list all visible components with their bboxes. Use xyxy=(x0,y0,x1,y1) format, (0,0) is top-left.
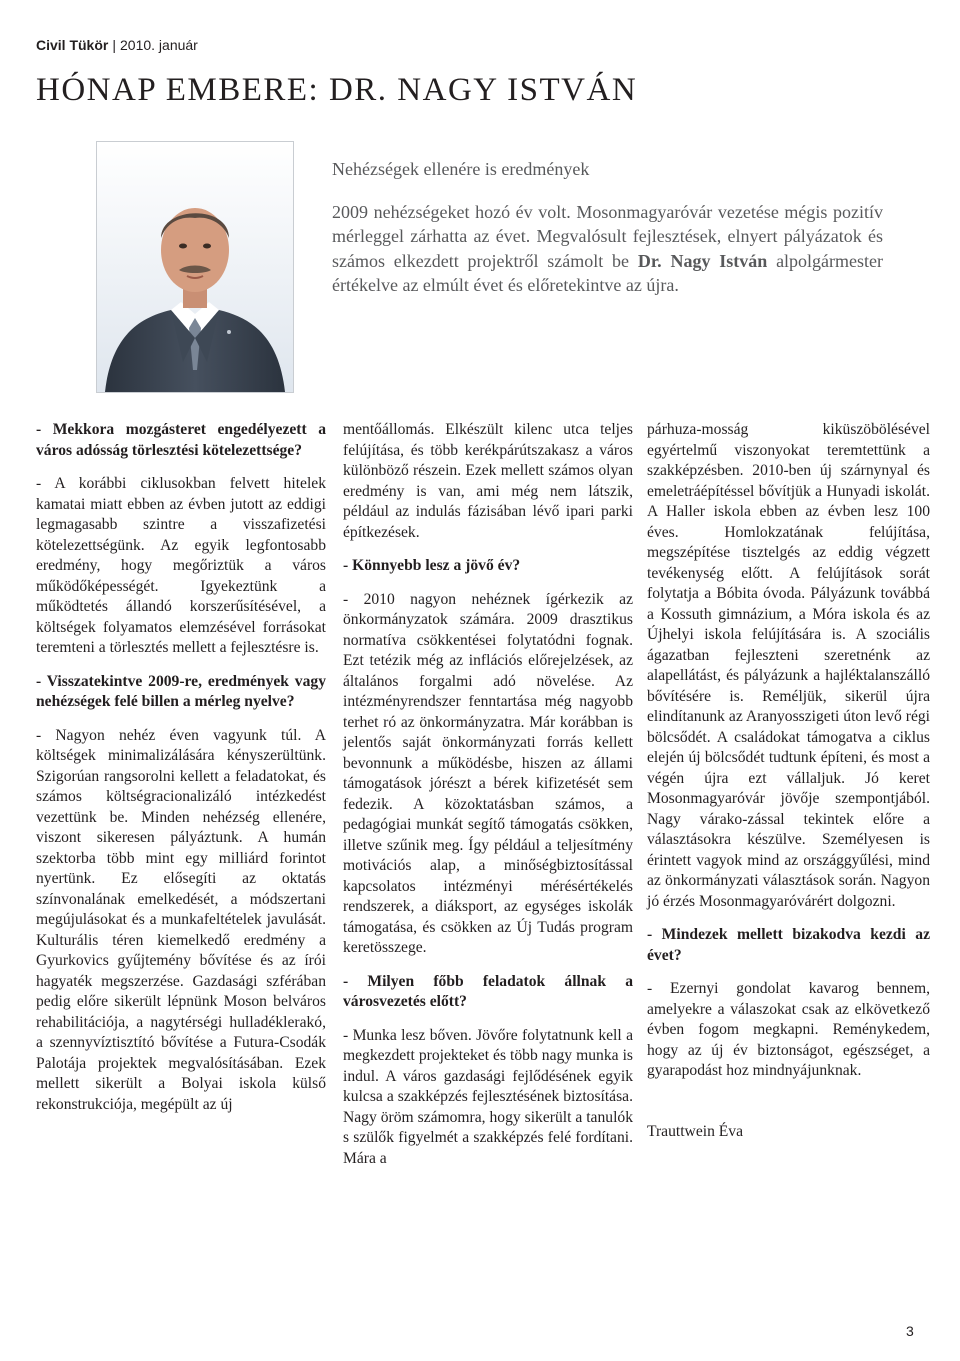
intro-heading: Nehézségek ellenére is eredmények xyxy=(332,159,590,179)
interview-answer: - Ezernyi gondolat kavarog bennem, amelyekre a válaszokat csak az elkövetkező évben fogom megkapni. Reménykedem, hogy az új év biztonságot, egészséget, a gyarapodást hoz mindnyájunknak. xyxy=(647,980,930,1079)
magazine-name: Civil Tükör xyxy=(36,37,109,53)
text-column-2 xyxy=(343,420,633,1182)
article-author: Trauttwein Éva xyxy=(647,1122,744,1140)
interview-answer: - A korábbi ciklusokban felvett hitelek kamatai miatt ebben az évben jutott az eddigi legmagasabb szintre a visszafizetési kötelezettségünk. Az egyik legfontosabb eredmény, hogy megőriztük a város működőképességét. Igyekeztünk a működtetés állandó korszerűsítésével, a költségek folyamatos elemzésével forrásokat teremteni a törlesztés mellett a fejlesztésre is. xyxy=(36,475,326,656)
article-intro xyxy=(332,157,883,298)
portrait-photo-icon xyxy=(97,142,293,392)
interview-answer: párhuza-mosság kiküszöbölésével egyértelmű viszonyokat teremtettünk a szakképzésben. 2010-ben új szárnynyal és emeletráépítéssel bővítjük a Hunyadi iskolát. A Haller iskola ebben az évben lesz 100 éves. Homlokzatának felújítása, megszépítése tisztelgés az eddig végzett tevékenység előtt. A felújítások sorát folytatja a Bóbita óvoda. Pályázunk továbbá a Kossuth gimnázium, a Móra iskola és az Újhelyi iskola felújítására is. A szociális ágazatban fejleszteni szeretnénk az alapellátást, és pályázunk a hajléktalanszálló bővítésére is. Reméljük, sikerül újra elindítanunk az Aranyosszigeti úton levő régi bölcsődét. A családokat támogatva a ciklus elején új bölcsődét tudtunk építeni, és most a végén újra ezt vállaljuk. Jó keret Mosonmagyaróvár jövője szempontjából. Nagy várako-zással tekintek előre a választásokra készülve. Személyesen is érintett vagyok mind az országgyűlési, mind az önkormányzati választások során. Nagyon jó érzés Mosonmagyaróvárért dolgozni. xyxy=(647,421,930,910)
interview-question: - Mindezek mellett bizakodva kezdi az évet? xyxy=(647,926,930,964)
intro-text-after: alpolgármester értékelve az elmúlt évet és előretekintve az újra. xyxy=(332,250,884,295)
interview-answer: - Nagyon nehéz éven vagyunk túl. A költségek minimalizálására kényszerültünk. Szigorúan rangsorolni kellett a feladatokat, és számos költségracionalizáló intézkedést vezettünk be. Minden nehézség ellenére, viszont sikeresen pályáztunk. A humán szektorba több mint egy milliárd forintot nyertünk. Ez elősegíti az oktatás színvonalának emelkedését, a módszertani megújulásokat és a munkafeltételek javulását. Kulturális téren kiemelkedő eredmény a Gyurkovics gyűjtemény bővítése és az írói hagyaték megszerzése. Gazdasági szférában pedig előre sikerült lépnünk Moson belváros rehabilitációja, a nagytérségi hulladéklerakó, a szennyvíztisztító bővítése a Futura-Csodák Palotája projektek megvalósításában. Ezek mellett sikerült a Bolyai iskola külső rekonstrukciója, megépült az új xyxy=(36,726,326,1113)
article-title: HÓNAP EMBERE: DR. NAGY ISTVÁN xyxy=(36,72,638,108)
interview-question: - Könnyebb lesz a jövő év? xyxy=(343,557,521,574)
intro-text xyxy=(332,200,883,298)
issue-date: 2010. január xyxy=(120,37,198,53)
interview-answer: mentőállomás. Elkészült kilenc utca teljes felújítása, és több kerékpárútszakasz a város különböző részein. Ezek mellett számos olyan eredmény is van, ami még nem látszik, például az indulás fázisában lévő ipari parki építkezések. xyxy=(343,421,633,541)
portrait-photo xyxy=(96,141,294,393)
intro-text-before: 2009 nehézségeket hozó év volt. Mosonmagyaróvár vezetése mégis pozitív mérleggel zárhatta az évet. Megvalósult fejlesztések, elnyert pályázatok és számos elkezdett projektről számolt be xyxy=(332,201,883,271)
text-column-1 xyxy=(36,420,326,1128)
header-separator: | xyxy=(112,37,116,53)
text-column-3 xyxy=(647,420,930,1155)
interview-question: - Visszatekintve 2009-re, eredmények vagy nehézségek felé billen a mérleg nyelve? xyxy=(36,672,326,710)
interview-answer: - Munka lesz bőven. Jövőre folytatnunk kell a megkezdett projekteket és több nagy munka is indul. A város gazdasági fejlődésének egyik kulcsa a szakképzés fejlesztésének biztosítása. Nagy öröm számomra, hogy sikerült a tanulók s szülők figyelmét a szakképzés felé fordítani. Mára a xyxy=(343,1026,633,1167)
intro-person-name: Dr. Nagy István xyxy=(637,250,768,271)
page-header xyxy=(36,37,198,53)
page-number: 3 xyxy=(906,1323,914,1339)
interview-answer: - 2010 nagyon nehéznek ígérkezik az önkormányzatok számára. 2009 drasztikus normatíva csökkentései folytatódni fognak. Ezt tetézik még az inflációs előrejelzések, az általános forgalmi adó növelése. Az intézményrendszer fenntartása még nagyobb terhet ró az önkormányzatra. Már korábban is jelentős saját önkormányzati forrás kellett bevonnunk a működésbe, hiszen az állami támogatások jórészt a bérek kifizetését sem fedezik. A közoktatásban számos, a pedagógiai munkát segítő támogatás csökken, illetve szűnik meg. Így például a teljesítmény motivációs alap, a minőségbiztosítással kapcsolatos intézményi mérésértékelés rendszerek, a diáksport, az egységes iskolák támogatása, és csökken az Új Tudás program keretösszege. xyxy=(343,590,633,956)
interview-question: - Milyen főbb feladatok állnak a városvezetés előtt? xyxy=(343,972,633,1010)
interview-question: - Mekkora mozgásteret engedélyezett a város adósság törlesztési kötelezettsége? xyxy=(36,421,326,459)
